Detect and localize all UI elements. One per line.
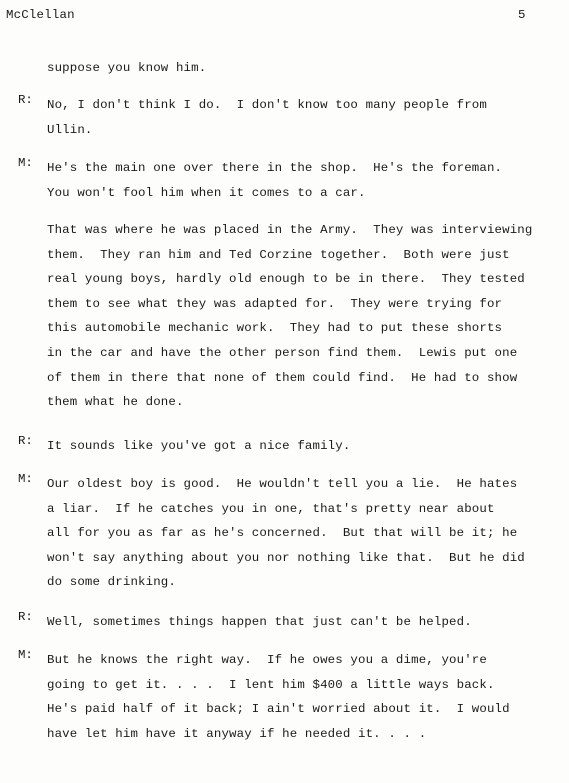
text-line: He's paid half of it back; I ain't worried about it. I would: [47, 702, 510, 717]
speaker-label: M:: [18, 648, 33, 662]
text-line: No, I don't think I do. I don't know too many people from: [47, 98, 487, 112]
paragraph-lines: [47, 472, 562, 595]
text-line: all for you as far as he's concerned. But that will be it; he: [47, 526, 518, 541]
text-line: them what he done.: [47, 395, 184, 410]
paragraph-lines: [47, 93, 562, 142]
speaker-label: R:: [18, 434, 33, 448]
paragraph-lines: [47, 610, 562, 635]
text-line: them. They ran him and Ted Corzine together. Both were just: [47, 247, 510, 262]
speaker-label: M:: [18, 472, 33, 486]
speaker-label: R:: [18, 93, 33, 107]
text-line: Our oldest boy is good. He wouldn't tell you a lie. He hates: [47, 477, 518, 491]
speaker-label: M:: [18, 156, 33, 170]
text-line: in the car and have the other person find them. Lewis put one: [47, 345, 518, 360]
text-line: of them in there that none of them could find. He had to show: [47, 370, 518, 385]
text-line: Ullin.: [47, 122, 93, 137]
text-line: He's the main one over there in the shop. He's the foreman.: [47, 161, 503, 175]
paragraph-lines: [47, 218, 562, 415]
text-line: It sounds like you've got a nice family.: [47, 439, 351, 453]
text-line: going to get it. . . . I lent him $400 a little ways back.: [47, 677, 495, 692]
text-line: a liar. If he catches you in one, that's pretty near about: [47, 501, 495, 516]
text-line: them to see what they was adapted for. They were trying for: [47, 296, 503, 311]
text-line: You won't fool him when it comes to a car.: [47, 185, 366, 200]
text-line: have let him have it anyway if he needed it. . . .: [47, 726, 427, 741]
text-line: But he knows the right way. If he owes you a dime, you're: [47, 653, 487, 667]
text-line: this automobile mechanic work. They had to put these shorts: [47, 321, 503, 336]
text-line: won't say anything about you nor nothing like that. But he did: [47, 550, 525, 565]
text-line: do some drinking.: [47, 575, 176, 590]
text-line: suppose you know him.: [47, 61, 207, 75]
paragraph-lines: [47, 156, 562, 205]
paragraph-lines: [47, 434, 562, 459]
paragraph-lines: [47, 56, 562, 81]
header-interviewee-name: McClellan: [6, 8, 75, 22]
paragraph-lines: [47, 648, 562, 746]
text-line: Well, sometimes things happen that just can't be helped.: [47, 615, 472, 629]
page-number: 5: [518, 8, 526, 22]
text-line: That was where he was placed in the Army. They was interviewing: [47, 223, 533, 237]
speaker-label: R:: [18, 610, 33, 624]
text-line: real young boys, hardly old enough to be in there. They tested: [47, 272, 525, 287]
